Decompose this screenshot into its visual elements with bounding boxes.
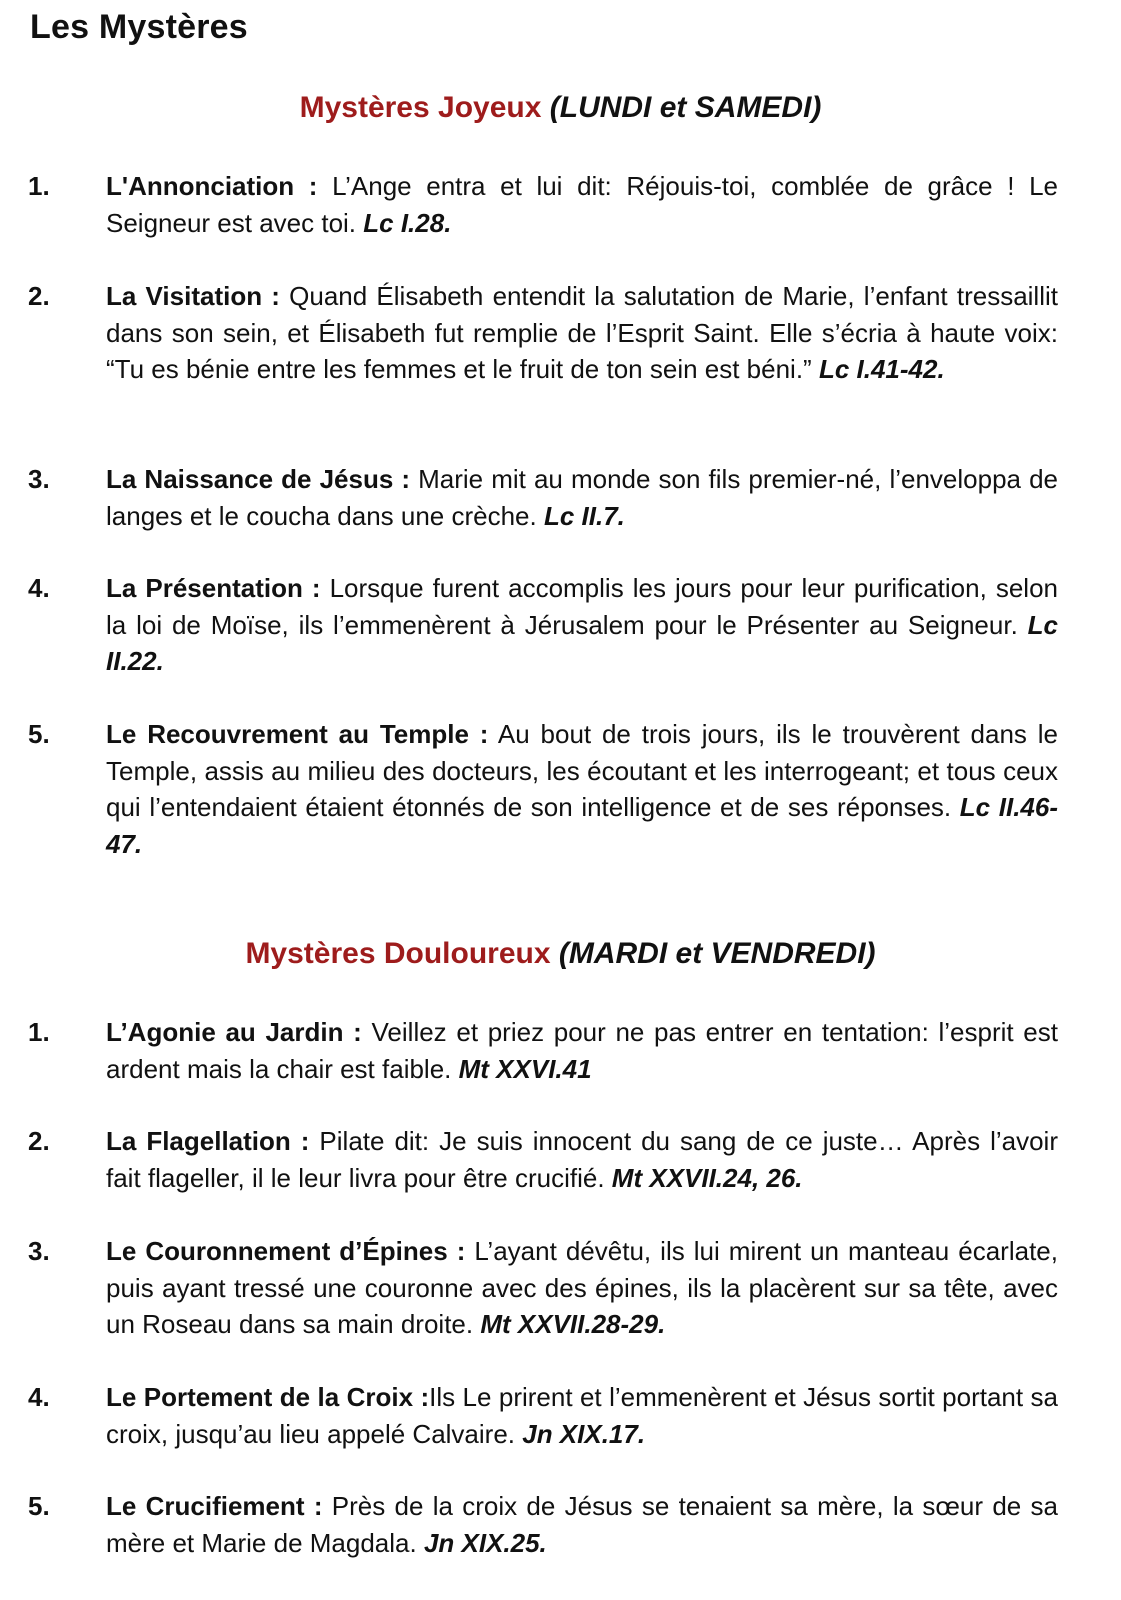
item-reference: Mt XXVII.24, 26. [611,1162,803,1193]
item-title: La Flagellation : [106,1126,310,1156]
item-body [106,1488,1058,1561]
item-title: Le Crucifiement : [106,1491,323,1521]
section-name: Mystères Douloureux [245,937,551,970]
item-title: Le Recouvrement au Temple : [106,719,489,749]
item-number: 2. [28,281,50,311]
item-reference: Jn XIX.25. [423,1527,547,1558]
item-body [106,1379,1058,1452]
item-title: L’Agonie au Jardin : [106,1017,362,1047]
item-number: 4. [28,573,50,603]
item-number: 5. [28,719,50,749]
item-text: Près de la croix de Jésus se tenaient sa mère, la sœur de sa mère et Marie de Magdala. [106,1491,1058,1558]
item-reference: Lc II.7. [543,500,625,531]
item-body [106,461,1058,534]
section-days: (MARDI et VENDREDI) [558,937,876,970]
item-text: Ils Le prirent et l’emmenèrent et Jésus sortit portant sa croix, jusqu’au lieu appelé Calvaire. [106,1382,1058,1449]
item-title: La Présentation : [106,573,321,603]
item-number: 2. [28,1126,50,1156]
item-text: Veillez et priez pour ne pas entrer en tentation: l’esprit est ardent mais la chair est faible. [106,1017,1058,1084]
item-text: Lorsque furent accomplis les jours pour leur purification, selon la loi de Moïse, ils l’emmenèrent à Jérusalem pour le Présenter au Seigneur. [106,573,1058,640]
item-number: 3. [28,464,50,494]
section-days: (LUNDI et SAMEDI) [549,91,822,124]
item-body [106,1014,1058,1087]
item-reference: Mt XXVII.28-29. [480,1309,666,1339]
item-reference: Jn XIX.17. [522,1418,646,1449]
item-title: La Naissance de Jésus : [106,464,411,494]
item-reference: Lc I.28. [363,207,452,238]
item-body [106,168,1058,241]
item-body [106,570,1058,680]
item-number: 5. [28,1491,50,1521]
section-name: Mystères Joyeux [299,91,542,124]
item-title: Le Portement de la Croix : [106,1382,430,1412]
item-text: L’Ange entra et lui dit: Réjouis-toi, comblée de grâce ! Le Seigneur est avec toi. [106,171,1058,238]
item-number: 3. [28,1236,50,1266]
item-text: Quand Élisabeth entendit la salutation de Marie, l’enfant tressaillit dans son sein, et Élisabeth fut remplie de l’Esprit Saint. Elle s’écria à haute voix: “Tu es bénie entre les femmes et le fruit de ton sein est béni.” [106,281,1058,384]
item-reference: Lc II.46-47. [106,792,1058,859]
item-text: Pilate dit: Je suis innocent du sang de ce juste… Après l’avoir fait flageller, il le leur livra pour être crucifié. [106,1126,1058,1193]
item-text: L’ayant dévêtu, ils lui mirent un manteau écarlate, puis ayant tressé une couronne avec des épines, ils la placèrent sur sa tête, avec un Roseau dans sa main droite. [106,1236,1058,1339]
section-heading-joyeux [0,91,1121,125]
item-title: L'Annonciation : [106,171,318,201]
item-text: Marie mit au monde son fils premier-né, l’enveloppa de langes et le coucha dans une crèche. [106,464,1058,531]
item-number: 1. [28,171,50,201]
item-number: 1. [28,1017,50,1047]
item-reference: Mt XXVI.41 [458,1053,592,1084]
item-body [106,278,1058,388]
item-reference: Lc I.41-42. [818,354,945,384]
item-text: Au bout de trois jours, ils le trouvèrent dans le Temple, assis au milieu des docteurs, les écoutant et les interrogeant; et tous ceux qui l’entendaient étaient étonnés de son intelligence et de ses réponses. [106,719,1058,822]
section-heading-douloureux [0,937,1121,971]
item-body [106,1123,1058,1196]
item-body [106,716,1058,862]
item-body [106,1233,1058,1343]
item-title: La Visitation : [106,281,280,311]
item-title: Le Couronnement d’Épines : [106,1236,466,1266]
page-title: Les Mystères [30,8,248,46]
item-number: 4. [28,1382,50,1412]
item-reference: Lc II.22. [106,609,1058,676]
